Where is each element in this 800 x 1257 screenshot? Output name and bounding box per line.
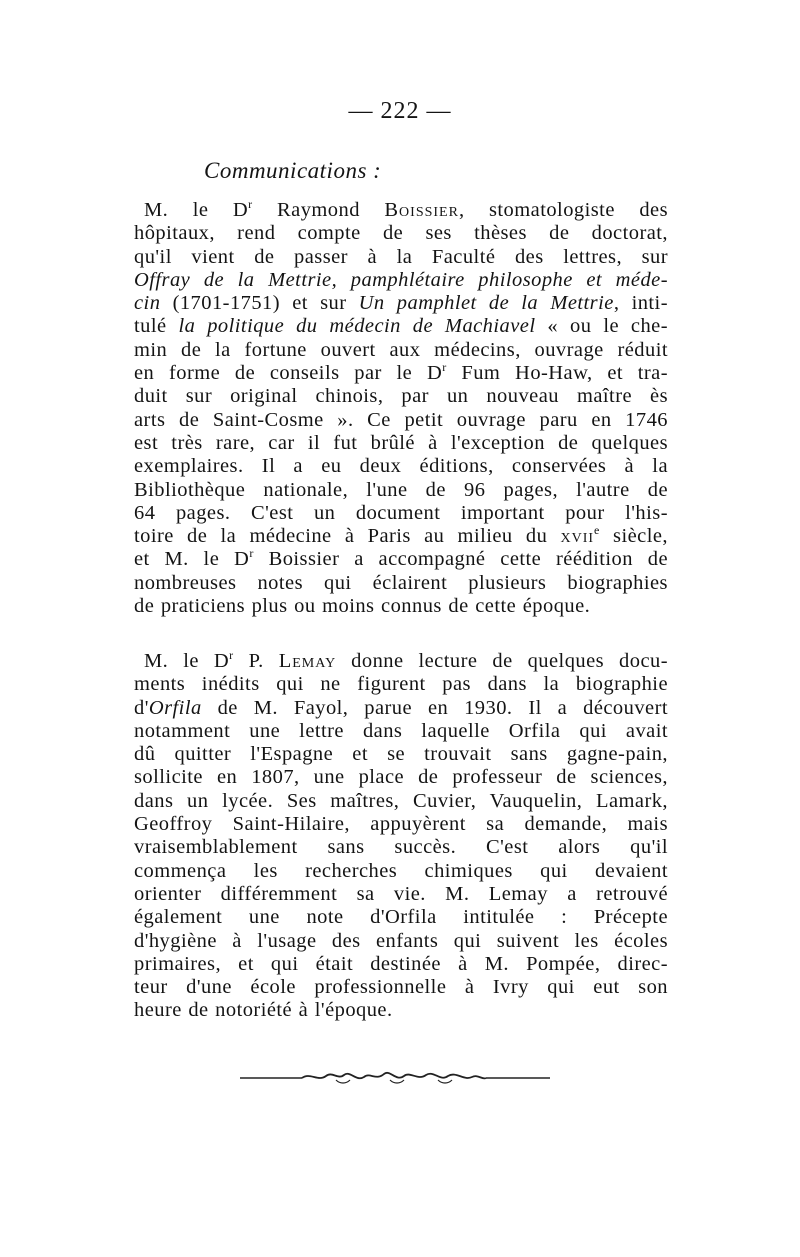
text-line	[134, 199, 668, 222]
text-segment: notamment une lettre dans laquelle Orfila qui avait	[134, 719, 668, 742]
text-segment: tulé	[134, 315, 179, 338]
text-segment: sollicite en 1807, une place de professeur de sciences,	[134, 766, 668, 789]
text-line	[134, 479, 668, 502]
text-segment: (1701-1751) et sur	[160, 292, 359, 315]
tailpiece-ornament-icon	[240, 1068, 550, 1086]
text-segment: Orfila	[148, 696, 202, 719]
text-segment: est très rare, car il fut brûlé à l'exception de quelques	[134, 431, 668, 454]
text-segment: Lemay	[278, 650, 337, 672]
text-segment: P.	[233, 650, 279, 672]
text-segment: teur d'une école professionnelle à Ivry qui eut son	[134, 976, 668, 999]
text-segment: M. le D	[144, 650, 230, 672]
text-segment: duit sur original chinois, par un nouveau maître ès	[134, 385, 668, 408]
text-line	[134, 836, 668, 859]
text-segment: « ou le che-	[535, 315, 669, 338]
text-segment: nombreuses notes qui éclairent plusieurs biographies	[134, 571, 668, 594]
text-segment: Boissier	[384, 199, 459, 221]
text-segment: donne lecture de quelques docu-	[336, 650, 668, 672]
text-line	[134, 385, 668, 408]
text-segment: d'	[134, 696, 149, 719]
text-line	[134, 246, 668, 269]
text-segment: Un pamphlet de la Mettrie	[358, 292, 614, 315]
text-line	[134, 883, 668, 906]
text-segment: siècle,	[599, 525, 668, 548]
text-segment: 64 pages. C'est un document important pour l'his-	[134, 501, 668, 524]
text-segment: r	[248, 197, 253, 212]
text-segment: primaires, et qui était destinée à M. Pompée, direc-	[134, 952, 668, 975]
text-segment: min de la fortune ouvert aux médecins, ouvrage réduit	[134, 338, 668, 361]
text-segment: commença les recherches chimiques qui devaient	[134, 859, 668, 882]
text-segment: vraisemblablement sans succès. C'est alors qu'il	[134, 836, 668, 859]
text-line	[134, 813, 668, 836]
text-line	[134, 315, 668, 338]
text-segment: ments inédits qui ne figurent pas dans la biographie	[134, 673, 668, 696]
text-line	[134, 673, 668, 696]
text-line	[134, 455, 668, 478]
text-line	[134, 976, 668, 999]
text-line	[134, 362, 668, 385]
text-segment: exemplaires. Il a eu deux éditions, conservées à la	[134, 455, 668, 478]
text-segment: Raymond	[252, 199, 385, 221]
text-line	[134, 292, 668, 315]
text-line	[134, 269, 668, 292]
text-line	[134, 720, 668, 743]
text-segment: la politique du médecin de Machiavel	[178, 315, 536, 338]
text-segment: hôpitaux, rend compte de ses thèses de doctorat,	[134, 222, 668, 245]
section-heading: Communications :	[204, 158, 382, 183]
text-segment: et M. le D	[134, 548, 250, 571]
text-segment: , inti-	[613, 292, 668, 315]
text-segment: de M. Fayol, parue en 1930. Il a découvert	[201, 696, 668, 719]
text-line	[134, 432, 668, 455]
text-segment: dans un lycée. Ses maîtres, Cuvier, Vauquelin, Lamark,	[134, 789, 668, 812]
text-segment: cin	[134, 292, 161, 315]
text-segment: qu'il vient de passer à la Faculté des lettres, sur	[134, 245, 668, 268]
text-segment: d'hygiène à l'usage des enfants qui suivent les écoles	[134, 929, 668, 952]
text-segment: Offray de la Mettrie, pamphlétaire philosophe et méde-	[134, 268, 668, 291]
text-segment: orienter différemment sa vie. M. Lemay a retrouvé	[134, 882, 668, 905]
text-line	[134, 906, 668, 929]
text-segment: toire de la médecine à Paris au milieu du	[134, 525, 561, 548]
text-segment: Bibliothèque nationale, l'une de 96 pages, l'autre de	[134, 478, 668, 501]
text-segment: également une note d'Orfila intitulée : Précepte	[134, 906, 668, 929]
text-line	[134, 650, 668, 673]
text-line	[134, 548, 668, 571]
text-line	[134, 860, 668, 883]
text-segment: Boissier a accompagné cette réédition de	[253, 548, 668, 571]
text-line	[134, 790, 668, 813]
paragraph-lemay	[134, 650, 668, 1023]
text-line	[134, 766, 668, 789]
text-line	[134, 930, 668, 953]
text-segment: e	[594, 523, 600, 538]
text-segment: arts de Saint-Cosme ». Ce petit ouvrage paru en 1746	[134, 408, 668, 431]
text-line	[134, 697, 668, 720]
text-segment: M. le D	[144, 199, 249, 221]
text-segment: xvii	[560, 525, 595, 548]
text-line	[134, 572, 668, 595]
text-line	[134, 999, 668, 1022]
text-line	[134, 595, 668, 618]
text-line	[134, 953, 668, 976]
paragraph-boissier	[134, 199, 668, 618]
text-line	[134, 525, 668, 548]
text-line	[134, 339, 668, 362]
text-segment: Fum Ho-Haw, et tra-	[446, 362, 668, 385]
text-segment: r	[249, 546, 254, 561]
text-segment: de praticiens plus ou moins connus de cette époque.	[134, 595, 591, 618]
text-line	[134, 502, 668, 525]
text-segment: r	[229, 648, 234, 663]
text-segment: r	[442, 360, 447, 375]
page-number: — 222 —	[348, 98, 452, 124]
text-segment: heure de notoriété à l'époque.	[134, 999, 393, 1022]
text-segment: dû quitter l'Espagne et se trouvait sans gagne-pain,	[134, 743, 668, 766]
text-segment: en forme de conseils par le D	[134, 362, 443, 385]
text-segment: , stomatologiste des	[458, 199, 668, 221]
text-line	[134, 409, 668, 432]
text-line	[134, 222, 668, 245]
text-segment: Geoffroy Saint-Hilaire, appuyèrent sa demande, mais	[134, 813, 668, 836]
text-line	[134, 743, 668, 766]
